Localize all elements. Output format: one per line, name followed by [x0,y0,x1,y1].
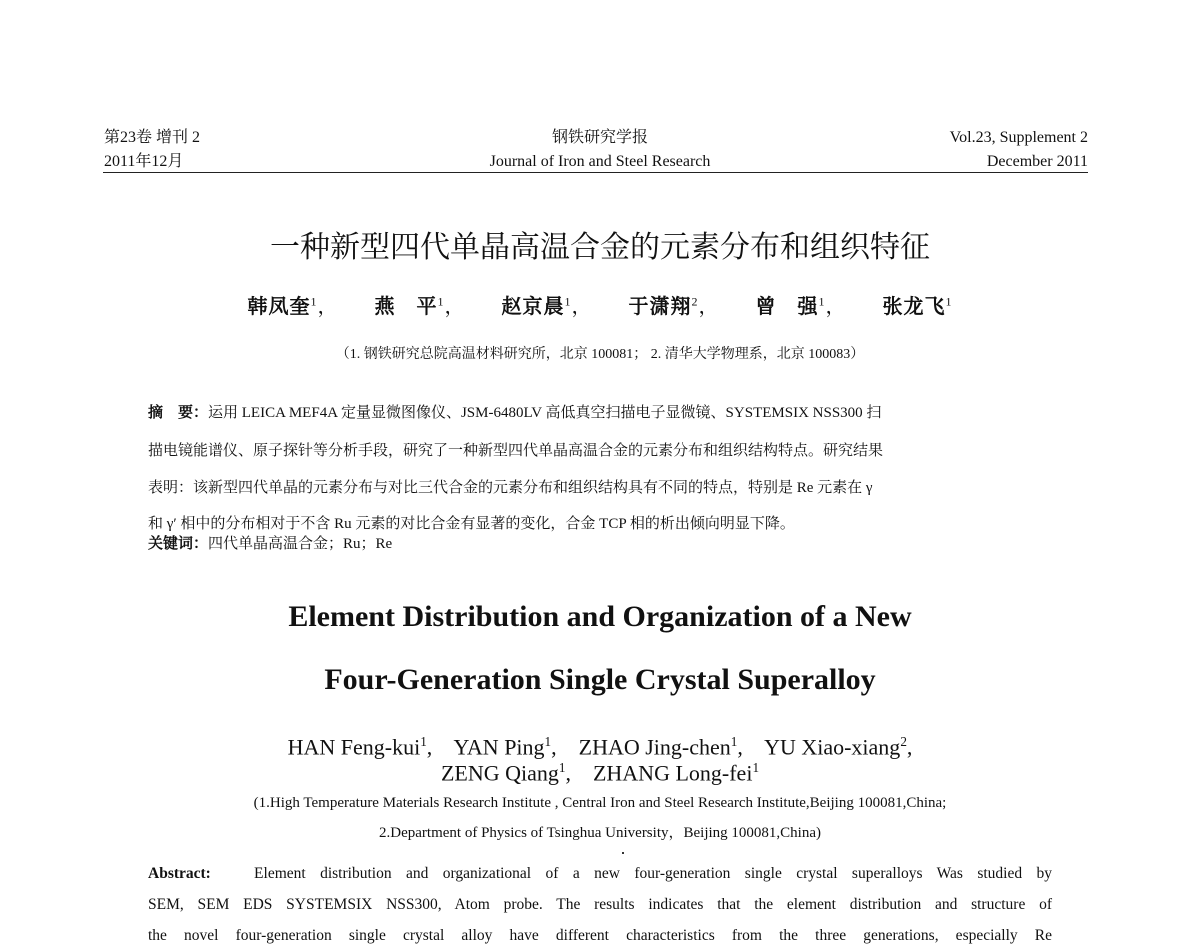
journal-name-en: Journal of Iron and Steel Research [489,153,711,170]
title-en-line1: Element Distribution and Organization of a New [288,600,912,633]
authors-en-line2: ZENG Qiang$^1$, ZHANG Long-fei$^1$ [440,760,760,786]
issue-date-zh: 2011年12月 [104,153,184,170]
abstract-zh-line: 表明：该新型四代单晶的元素分布与对比三代合金的元素分布和组织结构具有不同的特点，特别是 Re 元素在 γ [148,480,873,496]
author-zh: 曾 强$^1$， [755,294,847,318]
author-zh: 韩凤奎$^1$， [247,294,339,318]
author-zh: 燕 平$^1$， [374,294,466,318]
issue-date-en: December 2011 [986,153,1088,170]
authors-en-line1: HAN Feng-kui$^1$, YAN Ping$^1$, ZHAO Jing-chen$^1$, YU Xiao-xiang$^2$, [287,734,913,760]
abstract-label-en: Abstract: [148,865,211,882]
volume-supplement: Vol.23, Supplement 2 [949,129,1088,146]
affiliation-zh: （1. 钢铁研究总院高温材料研究所，北京 100081； 2. 清华大学物理系，北京 100083） [335,347,865,362]
abstract-zh-line: 描电镜能谱仪、原子探针等分析手段，研究了一种新型四代单晶高温合金的元素分布和组织结构特点。研究结果 [148,443,884,459]
journal-name-zh: 钢铁研究学报 [551,129,648,146]
header-rule [103,172,1088,173]
abstract-en-line: the novel four-generation single crystal alloy have different characteristics from the three generations, especially Re [148,927,1052,944]
abstract-zh-line: 摘 要：运用 LEICA MEF4A 定量显微图像仪、JSM-6480LV 高低真空扫描电子显微镜、SYSTEMSIX NSS300 扫 [148,405,882,421]
author-zh: 于潇翔$^2$， [628,294,720,318]
title-en-line2: Four-Generation Single Crystal Superalloy [324,663,876,696]
abstract-label-zh: 摘 要： [148,405,209,421]
author-zh: 赵京晨$^1$， [501,294,593,318]
abstract-zh-line: 和 γ′ 相中的分布相对于不含 Ru 元素的对比合金有显著的变化，合金 TCP 相的析出倾向明显下降。 [148,516,795,532]
authors-zh [0,290,1200,319]
affiliation-en-line2: 2.Department of Physics of Tsinghua University，Beijing 100081,China) [379,825,821,841]
abstract-en-line: SEM, SEM EDS SYSTEMSIX NSS300, Atom probe. The results indicates that the element distribution and structure of [148,896,1052,913]
stray-dot [622,852,624,854]
affiliation-en-line1: (1.High Temperature Materials Research Institute , Central Iron and Steel Research Institute,Beijing 100081,China; [253,795,947,811]
keywords-zh: 关键词：四代单晶高温合金；Ru；Re [148,536,393,552]
author-zh: 张龙飞$^1$ [882,294,953,318]
abstract-en-line: Abstract: Element distribution and organizational of a new four-generation single crystal superalloys Was studied by [148,865,1053,882]
title-zh: 一种新型四代单晶高温合金的元素分布和组织特征 [270,231,930,264]
volume-issue: 第23卷 增刊 2 [104,129,201,146]
